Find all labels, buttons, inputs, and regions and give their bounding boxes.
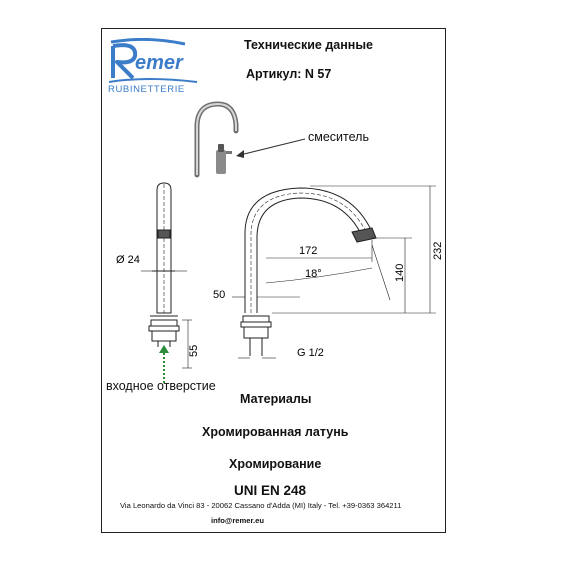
- side-view: [141, 183, 192, 368]
- thread-dim: G 1/2: [297, 347, 324, 359]
- inlet-label: входное отверстие: [106, 379, 216, 393]
- offset-dim: 50: [213, 289, 226, 301]
- angle-dim: 18°: [305, 268, 322, 280]
- logo-wordmark: emer: [135, 52, 183, 74]
- outlet-height-dim: 140: [394, 263, 406, 282]
- total-height-dim: 232: [432, 241, 444, 260]
- material-body: Хромированная латунь: [202, 425, 349, 439]
- standard-code: UNI EN 248: [234, 483, 307, 498]
- footer-address: Via Leonardo da Vinci 83 - 20062 Cassano d'Adda (MI) Italy - Tel. +39-0363 364211: [120, 501, 402, 510]
- page-title: Технические данные: [244, 38, 373, 52]
- diameter-dim: Ø 24: [116, 254, 140, 266]
- logo-subtitle: RUBINETTERIE: [108, 84, 185, 95]
- reach-dim: 172: [299, 245, 318, 257]
- article-number: Артикул: N 57: [246, 67, 332, 81]
- mixer-label: смеситель: [308, 130, 369, 144]
- shank-dim: 55: [188, 344, 200, 357]
- material-finish: Хромирование: [229, 457, 322, 471]
- footer-email[interactable]: info@remer.eu: [211, 516, 264, 525]
- product-photo: [197, 104, 236, 175]
- mixer-pointer: [240, 139, 305, 155]
- materials-heading: Материалы: [240, 392, 312, 406]
